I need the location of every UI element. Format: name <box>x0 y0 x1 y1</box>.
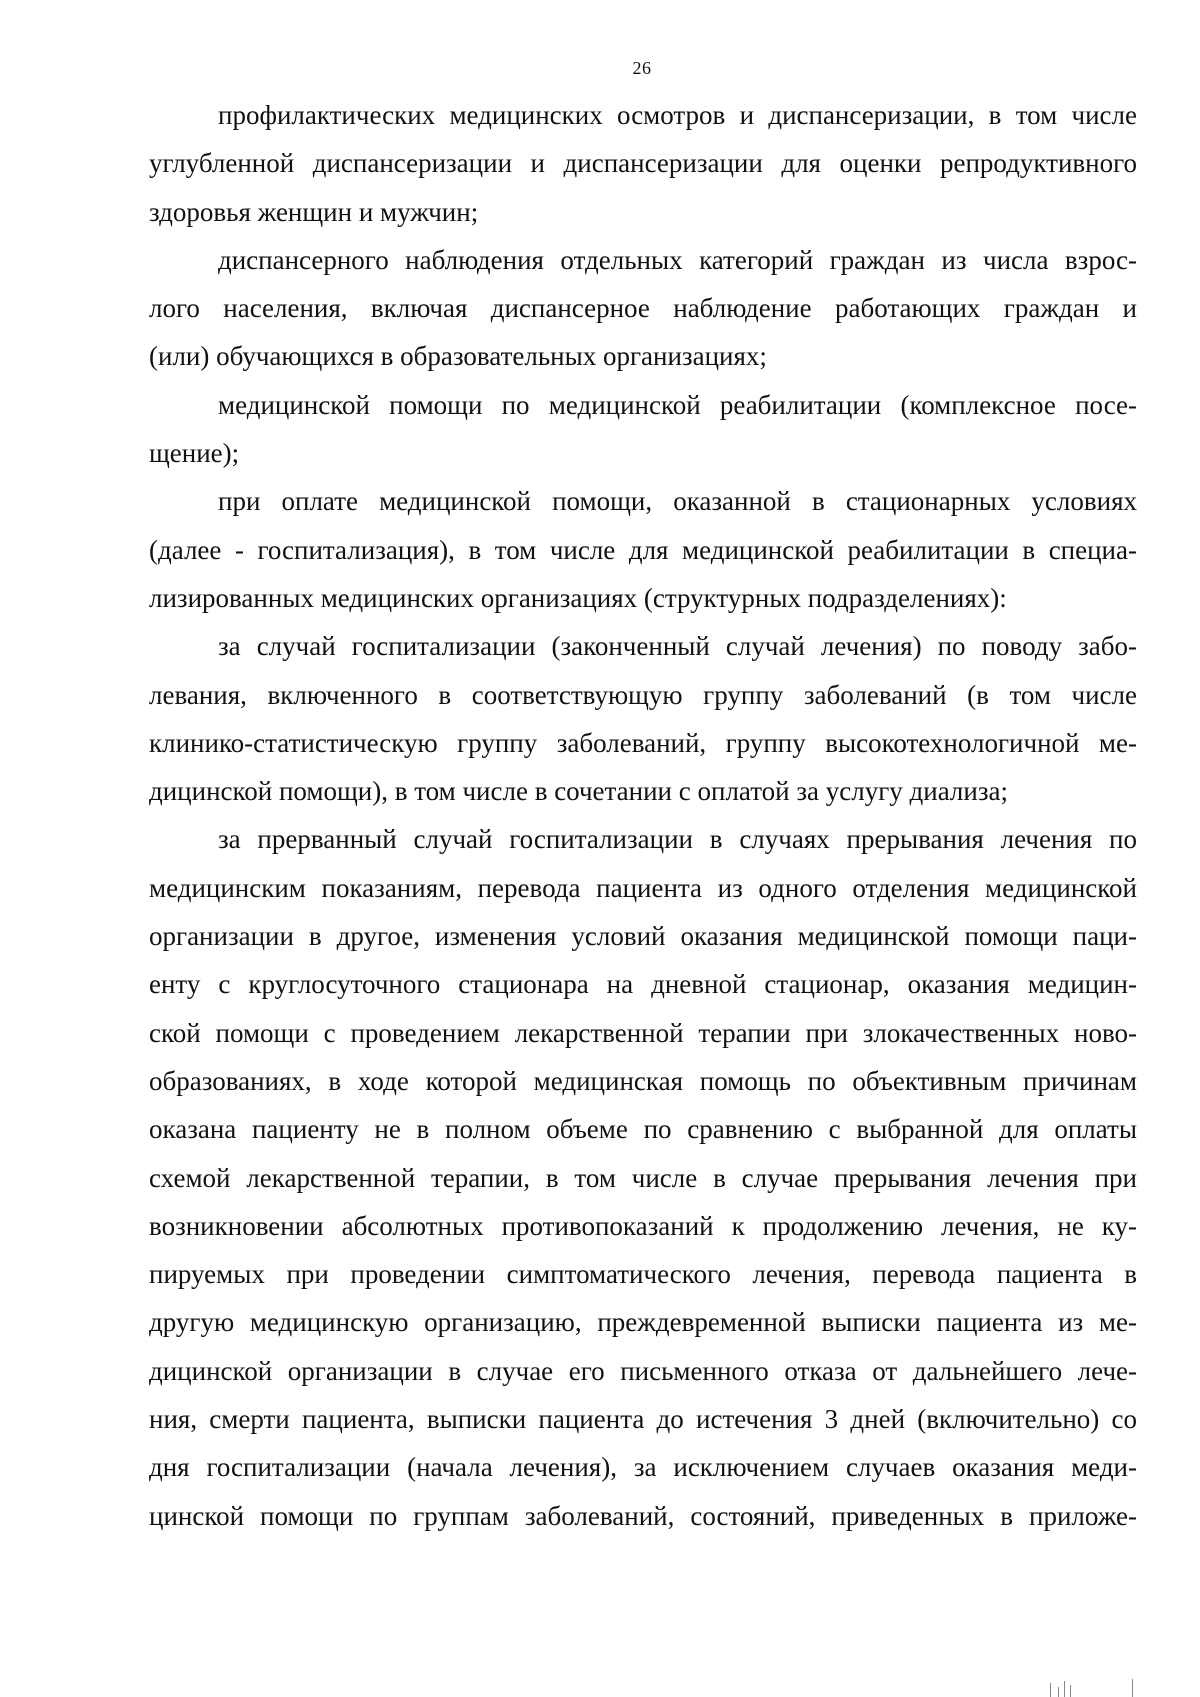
text-line: лого населения, включая диспансерное наблюдение работающих граждан и <box>149 293 1137 324</box>
text-line: углубленной диспансеризации и диспансеризации для оценки репродуктивного <box>149 148 1137 179</box>
scan-artifact-marks <box>1020 1675 1140 1697</box>
paragraph-interrupted-hospitalization <box>149 815 1137 1539</box>
text-line: другую медицинскую организацию, преждевременной выписки пациента из ме- <box>149 1307 1137 1338</box>
paragraph-preventive-examinations <box>149 91 1137 236</box>
text-line: профилактических медицинских осмотров и диспансеризации, в том числе <box>218 100 1137 130</box>
paragraph-hospitalization-case <box>149 622 1137 815</box>
page-number: 26 <box>632 58 652 78</box>
text-line: лизированных медицинских организациях (структурных подразделениях): <box>149 582 1007 613</box>
text-line: дицинской помощи), в том числе в сочетании с оплатой за услугу диализа; <box>149 776 1009 807</box>
text-line: медицинской помощи по медицинской реабилитации (комплексное посе- <box>218 389 1137 420</box>
text-line: (далее - госпитализация), в том числе для медицинской реабилитации в специа- <box>149 534 1137 565</box>
paragraph-inpatient-payment <box>149 477 1137 622</box>
text-line: ской помощи с проведением лекарственной терапии при злокачественных ново- <box>149 1017 1137 1048</box>
text-line: дицинской организации в случае его письменного отказа от дальнейшего лече- <box>149 1355 1137 1386</box>
text-line: при оплате медицинской помощи, оказанной в стационарных условиях <box>218 486 1137 517</box>
text-line: дня госпитализации (начала лечения), за исключением случаев оказания меди- <box>149 1452 1137 1483</box>
text-line: организации в другое, изменения условий оказания медицинской помощи паци- <box>149 921 1137 952</box>
text-line: клинико-статистическую группу заболеваний, группу высокотехнологичной ме- <box>149 727 1137 758</box>
text-line: ния, смерти пациента, выписки пациента до истечения 3 дней (включительно) со <box>149 1404 1137 1435</box>
text-line: оказана пациенту не в полном объеме по сравнению с выбранной для оплаты <box>149 1114 1137 1145</box>
text-line: (или) обучающихся в образовательных организациях; <box>149 341 767 372</box>
text-line: схемой лекарственной терапии, в том числе в случае прерывания лечения при <box>149 1162 1137 1193</box>
text-line: за случай госпитализации (законченный случай лечения) по поводу забо- <box>218 631 1137 662</box>
text-line: здоровья женщин и мужчин; <box>149 196 479 227</box>
text-line: медицинским показаниям, перевода пациента из одного отделения медицинской <box>149 872 1137 903</box>
text-line: диспансерного наблюдения отдельных категорий граждан из числа взрос- <box>218 244 1137 275</box>
text-line: возникновении абсолютных противопоказаний к продолжению лечения, не ку- <box>149 1210 1137 1241</box>
paragraph-rehabilitation <box>149 381 1137 478</box>
text-line: образованиях, в ходе которой медицинская помощь по объективным причинам <box>149 1065 1137 1096</box>
document-body <box>149 91 1137 1540</box>
text-line: енту с круглосуточного стационара на дневной стационар, оказания медицин- <box>149 969 1137 1000</box>
paragraph-dispensary-observation <box>149 236 1137 381</box>
text-line: пируемых при проведении симптоматического лечения, перевода пациента в <box>149 1259 1137 1290</box>
text-line: цинской помощи по группам заболеваний, состояний, приведенных в приложе- <box>149 1500 1137 1531</box>
text-line: за прерванный случай госпитализации в случаях прерывания лечения по <box>218 824 1137 855</box>
text-line: левания, включенного в соответствующую группу заболеваний (в том числе <box>149 679 1137 710</box>
text-line: щение); <box>149 438 240 469</box>
